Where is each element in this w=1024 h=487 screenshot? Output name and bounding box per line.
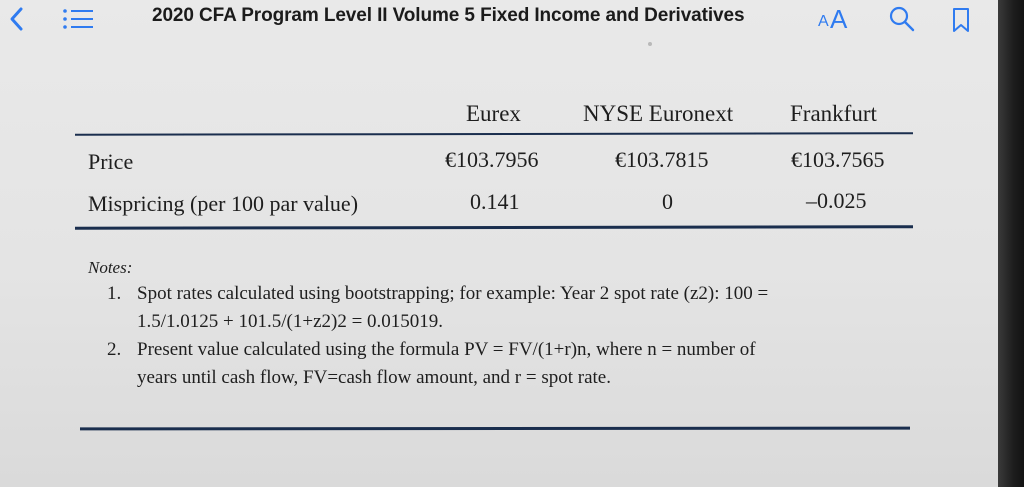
table-of-contents-button[interactable] bbox=[62, 8, 94, 30]
column-header-frankfurt: Frankfurt bbox=[790, 101, 877, 126]
notes-heading: Notes: bbox=[88, 258, 133, 277]
section-end-rule bbox=[80, 427, 910, 431]
note-line: Present value calculated using the formula PV = FV/(1+r)n, where n = number of bbox=[137, 339, 756, 360]
row-label-price: Price bbox=[88, 149, 134, 174]
price-eurex: €103.7956 bbox=[445, 147, 539, 172]
note-number: 2. bbox=[107, 339, 122, 360]
column-header-nyse-euronext: NYSE Euronext bbox=[583, 101, 734, 126]
font-size-button[interactable] bbox=[818, 3, 858, 33]
reader-toolbar bbox=[0, 0, 998, 40]
price-nyse-euronext: €103.7815 bbox=[615, 147, 709, 172]
font-size-large-glyph: A bbox=[830, 4, 848, 34]
price-frankfurt: €103.7565 bbox=[791, 147, 885, 172]
note-line: 1.5/1.0125 + 101.5/(1+z2)2 = 0.015019. bbox=[137, 311, 444, 332]
chevron-left-icon bbox=[6, 5, 28, 33]
table-bottom-rule bbox=[75, 225, 913, 229]
search-button[interactable] bbox=[888, 5, 916, 33]
mispricing-eurex: 0.141 bbox=[470, 189, 520, 214]
bookmark-icon bbox=[950, 6, 972, 34]
note-line: Spot rates calculated using bootstrapping; for example: Year 2 spot rate (z2): 100 = bbox=[137, 283, 769, 304]
table-top-rule bbox=[75, 132, 913, 135]
search-icon bbox=[888, 5, 916, 33]
note-number: 1. bbox=[107, 283, 122, 304]
mispricing-nyse-euronext: 0 bbox=[662, 189, 673, 214]
list-icon bbox=[62, 8, 94, 30]
book-title: 2020 CFA Program Level II Volume 5 Fixed Income and Derivatives bbox=[152, 5, 745, 26]
column-header-eurex: Eurex bbox=[466, 101, 521, 126]
font-size-small-glyph: A bbox=[818, 13, 829, 30]
back-button[interactable] bbox=[6, 5, 28, 33]
note-line: years until cash flow, FV=cash flow amount, and r = spot rate. bbox=[137, 367, 611, 388]
device-bezel bbox=[998, 0, 1024, 487]
page-speck bbox=[648, 42, 652, 46]
bookmark-button[interactable] bbox=[950, 6, 972, 34]
row-label-mispricing: Mispricing (per 100 par value) bbox=[88, 191, 359, 216]
mispricing-frankfurt: –0.025 bbox=[806, 188, 867, 213]
